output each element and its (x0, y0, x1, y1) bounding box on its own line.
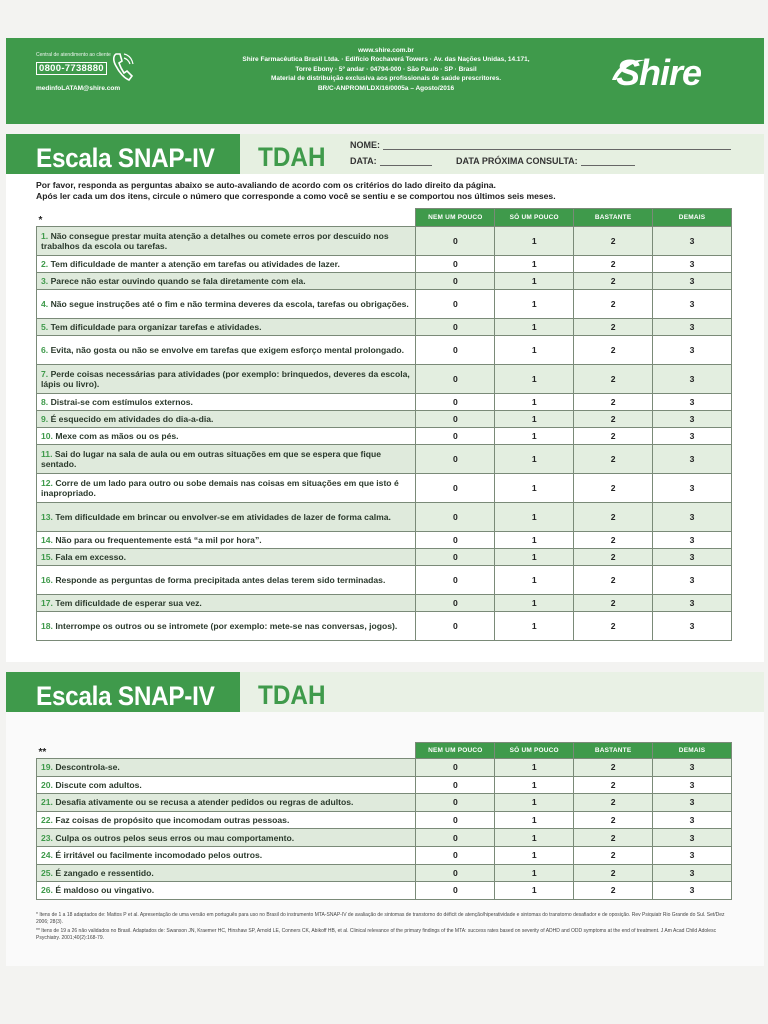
table-row (37, 411, 732, 428)
question-cell (37, 612, 416, 641)
question-cell (37, 365, 416, 394)
table-row (37, 612, 732, 641)
score-option[interactable]: 3 (653, 759, 732, 777)
question-text: Discute com adultos. (55, 779, 142, 790)
column-header: BASTANTE (574, 209, 653, 227)
score-option[interactable]: 3 (653, 319, 732, 336)
info-line: Shire Farmacêutica Brasil Ltda. · Edifício Rochaverá Towers · Av. das Nações Unidas, 14.171, (242, 56, 530, 64)
phone-number: 0800-7738880 (36, 62, 107, 75)
date-field[interactable] (350, 156, 432, 166)
company-info (206, 46, 566, 93)
question-cell (37, 776, 416, 794)
score-option[interactable]: 0 (416, 365, 495, 394)
contact-email: medinfoLATAM@shire.com (36, 85, 121, 92)
question-number: 9. (41, 414, 49, 424)
phone-handset-icon (112, 52, 134, 82)
score-option[interactable]: 2 (574, 776, 653, 794)
score-option[interactable]: 3 (653, 428, 732, 445)
name-line[interactable] (383, 142, 731, 150)
question-text: É irritável ou facilmente incomodado pelos outros. (55, 850, 263, 861)
shire-logo (616, 52, 701, 94)
table-row (37, 532, 732, 549)
question-cell (37, 549, 416, 566)
question-cell (37, 290, 416, 319)
score-option[interactable]: 2 (574, 595, 653, 612)
score-option[interactable]: 0 (416, 549, 495, 566)
score-option[interactable]: 1 (495, 882, 574, 900)
question-cell (37, 759, 416, 777)
snap-iv-form-page-2 (6, 672, 764, 966)
question-number: 22. (41, 815, 53, 826)
score-option[interactable]: 2 (574, 759, 653, 777)
score-option[interactable]: 1 (495, 428, 574, 445)
score-option[interactable]: 1 (495, 811, 574, 829)
question-number: 19. (41, 762, 53, 773)
table-row (37, 319, 732, 336)
table-row (37, 503, 732, 532)
question-cell (37, 256, 416, 273)
score-option[interactable]: 3 (653, 595, 732, 612)
form-subtitle: TDAH (258, 680, 326, 710)
question-number: 8. (41, 397, 49, 407)
instruction-line: Por favor, responda as perguntas abaixo se auto-avaliando de acordo com os critérios do lado direito da página. (36, 180, 496, 190)
table-row (37, 829, 732, 847)
table-row (37, 882, 732, 900)
score-option[interactable]: 1 (495, 319, 574, 336)
question-cell (37, 532, 416, 549)
column-header: DEMAIS (653, 209, 732, 227)
question-number: 10. (41, 431, 53, 441)
question-cell (37, 882, 416, 900)
table-row (37, 227, 732, 256)
question-text: Responde as perguntas de forma precipitada antes delas terem sido terminadas. (55, 575, 386, 585)
question-cell (37, 273, 416, 290)
score-option[interactable]: 3 (653, 811, 732, 829)
question-cell (37, 227, 416, 256)
question-text: Tem dificuldade em brincar ou envolver-se em atividades de lazer de forma calma. (55, 512, 391, 522)
footnote-marker: * (38, 215, 43, 226)
score-option[interactable]: 0 (416, 474, 495, 503)
table-row (37, 549, 732, 566)
score-option[interactable]: 0 (416, 595, 495, 612)
question-cell (37, 445, 416, 474)
score-option[interactable]: 3 (653, 846, 732, 864)
question-number: 21. (41, 797, 53, 808)
question-number: 7. (41, 369, 49, 379)
score-option[interactable]: 1 (495, 549, 574, 566)
question-text: Tem dificuldade de esperar sua vez. (55, 598, 202, 608)
name-label: NOME: (350, 140, 380, 150)
score-option[interactable]: 3 (653, 411, 732, 428)
question-text: Culpa os outros pelos seus erros ou mau comportamento. (55, 832, 295, 843)
score-option[interactable]: 0 (416, 445, 495, 474)
score-option[interactable]: 0 (416, 566, 495, 595)
question-number: 24. (41, 850, 53, 861)
score-option[interactable]: 3 (653, 566, 732, 595)
question-text: Não segue instruções até o fim e não termina deveres da escola, tarefas ou obrigações. (50, 299, 409, 309)
score-option[interactable]: 1 (495, 227, 574, 256)
table-row (37, 256, 732, 273)
score-option[interactable]: 2 (574, 882, 653, 900)
score-option[interactable]: 0 (416, 882, 495, 900)
score-option[interactable]: 0 (416, 794, 495, 812)
table-row (37, 811, 732, 829)
score-option[interactable]: 0 (416, 846, 495, 864)
score-option[interactable]: 0 (416, 864, 495, 882)
question-text: Interrompe os outros ou se intromete (por exemplo: mete-se nas conversas, jogos). (55, 621, 398, 631)
question-text: Parece não estar ouvindo quando se fala diretamente com ela. (50, 276, 306, 286)
score-option[interactable]: 1 (495, 776, 574, 794)
score-option[interactable]: 3 (653, 503, 732, 532)
score-option[interactable]: 1 (495, 365, 574, 394)
question-cell (37, 811, 416, 829)
score-option[interactable]: 1 (495, 273, 574, 290)
question-text: Tem dificuldade de manter a atenção em tarefas ou atividades de lazer. (50, 259, 340, 269)
score-option[interactable]: 2 (574, 256, 653, 273)
form-title: Escala SNAP-IV (36, 681, 215, 711)
score-option[interactable]: 0 (416, 776, 495, 794)
table-row (37, 428, 732, 445)
question-text: Faz coisas de propósito que incomodam outras pessoas. (55, 815, 290, 826)
next-date-line[interactable] (581, 158, 635, 166)
info-line: BR/C-ANPROM/LDX/16/0005a – Agosto/2016 (317, 84, 455, 92)
score-option[interactable]: 2 (574, 612, 653, 641)
score-option[interactable]: 2 (574, 864, 653, 882)
info-line: www.shire.com.br (358, 47, 414, 54)
table-row (37, 273, 732, 290)
score-option[interactable]: 0 (416, 428, 495, 445)
question-cell (37, 319, 416, 336)
score-option[interactable]: 3 (653, 290, 732, 319)
score-option[interactable]: 3 (653, 273, 732, 290)
info-line: Material de distribuição exclusiva aos profissionais de saúde prescritores. (270, 75, 502, 83)
score-option[interactable]: 3 (653, 256, 732, 273)
score-option[interactable]: 3 (653, 394, 732, 411)
date-line[interactable] (380, 158, 432, 166)
question-number: 14. (41, 535, 53, 545)
question-number: 26. (41, 885, 53, 896)
question-cell (37, 595, 416, 612)
title-bar (6, 672, 764, 712)
score-option[interactable]: 0 (416, 394, 495, 411)
question-number: 5. (41, 322, 49, 332)
logo-swoosh-icon (610, 58, 648, 82)
table-row (37, 290, 732, 319)
snap-iv-form-page-1 (6, 134, 764, 662)
score-option[interactable]: 0 (416, 612, 495, 641)
score-option[interactable]: 2 (574, 474, 653, 503)
column-header: NEM UM POUCO (416, 743, 495, 759)
questionnaire-table-2 (36, 742, 732, 900)
table-row (37, 566, 732, 595)
score-option[interactable]: 3 (653, 882, 732, 900)
question-text: Não para ou frequentemente está “a mil por hora”. (55, 535, 262, 545)
score-option[interactable]: 0 (416, 319, 495, 336)
question-text: Descontrola-se. (55, 762, 120, 773)
score-option[interactable]: 0 (416, 227, 495, 256)
question-number: 3. (41, 276, 49, 286)
question-text: Não consegue prestar muita atenção a detalhes ou comete erros por descuido nos trabalhos da escola ou tarefas. (41, 231, 389, 251)
question-number: 18. (41, 621, 53, 631)
score-option[interactable]: 2 (574, 794, 653, 812)
name-field[interactable] (350, 140, 731, 150)
score-option[interactable]: 1 (495, 411, 574, 428)
score-option[interactable]: 2 (574, 445, 653, 474)
footnote-marker: ** (38, 747, 47, 758)
score-option[interactable]: 2 (574, 319, 653, 336)
column-header: DEMAIS (653, 743, 732, 759)
score-option[interactable]: 1 (495, 394, 574, 411)
score-option[interactable]: 0 (416, 759, 495, 777)
next-date-label: DATA PRÓXIMA CONSULTA: (456, 156, 578, 166)
score-option[interactable]: 2 (574, 273, 653, 290)
question-number: 15. (41, 552, 53, 562)
question-number: 1. (41, 231, 49, 241)
score-option[interactable]: 0 (416, 290, 495, 319)
footnote: ** Itens de 19 a 26 não validados no Brasil. Adaptados de: Swanson JN, Kraemer HC, Hinshaw SP, Arnold LE, Conners CK, Abikoff HB, et al. Clinical relevance of the primary findings of the MTA: success rates based on severity of ADHD and ODD symptoms at the end of treatment. J Am Acad Child Adolesc Psychiatry. 2001;40(2):168-79. (36, 928, 717, 941)
score-option[interactable]: 1 (495, 759, 574, 777)
table-row (37, 474, 732, 503)
score-option[interactable]: 2 (574, 549, 653, 566)
phone-caption: Central de atendimento ao cliente (36, 52, 111, 58)
question-number: 11. (41, 449, 53, 459)
score-option[interactable]: 2 (574, 365, 653, 394)
date-label: DATA: (350, 156, 377, 166)
table-row (37, 445, 732, 474)
question-number: 16. (41, 575, 53, 585)
score-option[interactable]: 3 (653, 776, 732, 794)
header-banner (6, 38, 764, 124)
question-number: 20. (41, 779, 53, 790)
form-subtitle: TDAH (258, 142, 326, 172)
table-row (37, 336, 732, 365)
question-cell (37, 503, 416, 532)
table-row (37, 776, 732, 794)
question-number: 2. (41, 259, 49, 269)
table-row (37, 864, 732, 882)
score-option[interactable]: 3 (653, 445, 732, 474)
table-row (37, 394, 732, 411)
question-number: 6. (41, 345, 49, 355)
column-header: BASTANTE (574, 743, 653, 759)
instruction-line: Após ler cada um dos itens, circule o número que corresponde a como você se sentiu e se comportou nos últimos seis meses. (36, 191, 556, 201)
score-option[interactable]: 2 (574, 503, 653, 532)
score-option[interactable]: 3 (653, 227, 732, 256)
score-option[interactable]: 2 (574, 829, 653, 847)
table-row (37, 365, 732, 394)
score-option[interactable]: 2 (574, 411, 653, 428)
score-option[interactable]: 0 (416, 256, 495, 273)
score-option[interactable]: 2 (574, 290, 653, 319)
column-header: NEM UM POUCO (416, 209, 495, 227)
score-option[interactable]: 3 (653, 549, 732, 566)
question-cell (37, 428, 416, 445)
score-option[interactable]: 1 (495, 503, 574, 532)
score-option[interactable]: 3 (653, 336, 732, 365)
question-text: Corre de um lado para outro ou sobe demais nas coisas em situações em que isto é inapropriado. (41, 478, 399, 498)
question-text: Distrai-se com estímulos externos. (50, 397, 193, 407)
questionnaire-table-1 (36, 208, 732, 641)
score-option[interactable]: 3 (653, 532, 732, 549)
table-row (37, 759, 732, 777)
score-option[interactable]: 2 (574, 428, 653, 445)
question-text: Fala em excesso. (55, 552, 127, 562)
score-option[interactable]: 3 (653, 612, 732, 641)
logo-text: Shire (616, 52, 702, 93)
score-option[interactable]: 1 (495, 445, 574, 474)
question-cell (37, 394, 416, 411)
score-option[interactable]: 0 (416, 336, 495, 365)
score-option[interactable]: 1 (495, 336, 574, 365)
question-text: É zangado e ressentido. (55, 867, 154, 878)
score-option[interactable]: 2 (574, 846, 653, 864)
question-cell (37, 864, 416, 882)
question-cell (37, 411, 416, 428)
next-date-field[interactable] (456, 156, 635, 166)
score-option[interactable]: 2 (574, 227, 653, 256)
question-number: 25. (41, 867, 53, 878)
score-option[interactable]: 1 (495, 595, 574, 612)
score-option[interactable]: 0 (416, 829, 495, 847)
question-number: 13. (41, 512, 53, 522)
question-cell (37, 846, 416, 864)
score-option[interactable]: 1 (495, 794, 574, 812)
score-option[interactable]: 0 (416, 532, 495, 549)
score-option[interactable]: 1 (495, 290, 574, 319)
score-option[interactable]: 1 (495, 846, 574, 864)
score-option[interactable]: 1 (495, 532, 574, 549)
question-cell (37, 474, 416, 503)
table-row (37, 794, 732, 812)
score-option[interactable]: 0 (416, 811, 495, 829)
question-text: Mexe com as mãos ou os pés. (55, 431, 179, 441)
footnote: * Itens de 1 a 18 adaptados de: Mattos P et al. Apresentação de uma versão em português para uso no Brasil do instrumento MTA-SNAP-IV de avaliação de sintomas de transtorno do déficit de atenção/hiperatividade e sintomas do transtorno desafiador e de oposição. Rev Psiquiatr Rio Grande do Sul. Set/Dez 2006; 28(3). (36, 912, 725, 925)
score-option[interactable]: 3 (653, 474, 732, 503)
question-cell (37, 336, 416, 365)
score-option[interactable]: 0 (416, 273, 495, 290)
score-option[interactable]: 2 (574, 532, 653, 549)
question-text: Tem dificuldade para organizar tarefas e atividades. (50, 322, 262, 332)
score-option[interactable]: 0 (416, 503, 495, 532)
score-option[interactable]: 2 (574, 394, 653, 411)
question-number: 12. (41, 478, 53, 488)
question-cell (37, 566, 416, 595)
score-option[interactable]: 3 (653, 365, 732, 394)
question-number: 23. (41, 832, 53, 843)
title-bar (6, 134, 764, 174)
score-option[interactable]: 1 (495, 864, 574, 882)
question-number: 17. (41, 598, 53, 608)
footnotes (36, 912, 736, 944)
column-header: SÓ UM POUCO (495, 743, 574, 759)
score-option[interactable]: 0 (416, 411, 495, 428)
question-number: 4. (41, 299, 49, 309)
question-cell (37, 794, 416, 812)
question-text: Sai do lugar na sala de aula ou em outras situações em que se espera que fique sentado. (41, 449, 382, 469)
info-line: Torre Ebony · 5º andar · 04794-000 · São Paulo · SP · Brasil (295, 65, 477, 73)
score-option[interactable]: 1 (495, 612, 574, 641)
question-text: Desafia ativamente ou se recusa a atender pedidos ou regras de adultos. (55, 797, 354, 808)
table-header-row (37, 209, 732, 227)
score-option[interactable]: 1 (495, 566, 574, 595)
question-text: Evita, não gosta ou não se envolve em tarefas que exigem esforço mental prolongado. (50, 345, 404, 355)
score-option[interactable]: 1 (495, 256, 574, 273)
score-option[interactable]: 1 (495, 474, 574, 503)
score-option[interactable]: 2 (574, 566, 653, 595)
score-option[interactable]: 2 (574, 336, 653, 365)
table-row (37, 846, 732, 864)
score-option[interactable]: 1 (495, 829, 574, 847)
score-option[interactable]: 3 (653, 829, 732, 847)
score-option[interactable]: 2 (574, 811, 653, 829)
question-cell (37, 829, 416, 847)
phone-block (36, 52, 146, 76)
table-header-row (37, 743, 732, 759)
score-option[interactable]: 3 (653, 794, 732, 812)
question-text: É esquecido em atividades do dia-a-dia. (50, 414, 214, 424)
question-text: Perde coisas necessárias para atividades (por exemplo: brinquedos, deveres da escola, lápis ou livro). (41, 369, 410, 389)
form-title: Escala SNAP-IV (36, 143, 215, 173)
column-header: SÓ UM POUCO (495, 209, 574, 227)
question-text: É maldoso ou vingativo. (55, 885, 155, 896)
instructions (36, 180, 556, 202)
score-option[interactable]: 3 (653, 864, 732, 882)
table-row (37, 595, 732, 612)
